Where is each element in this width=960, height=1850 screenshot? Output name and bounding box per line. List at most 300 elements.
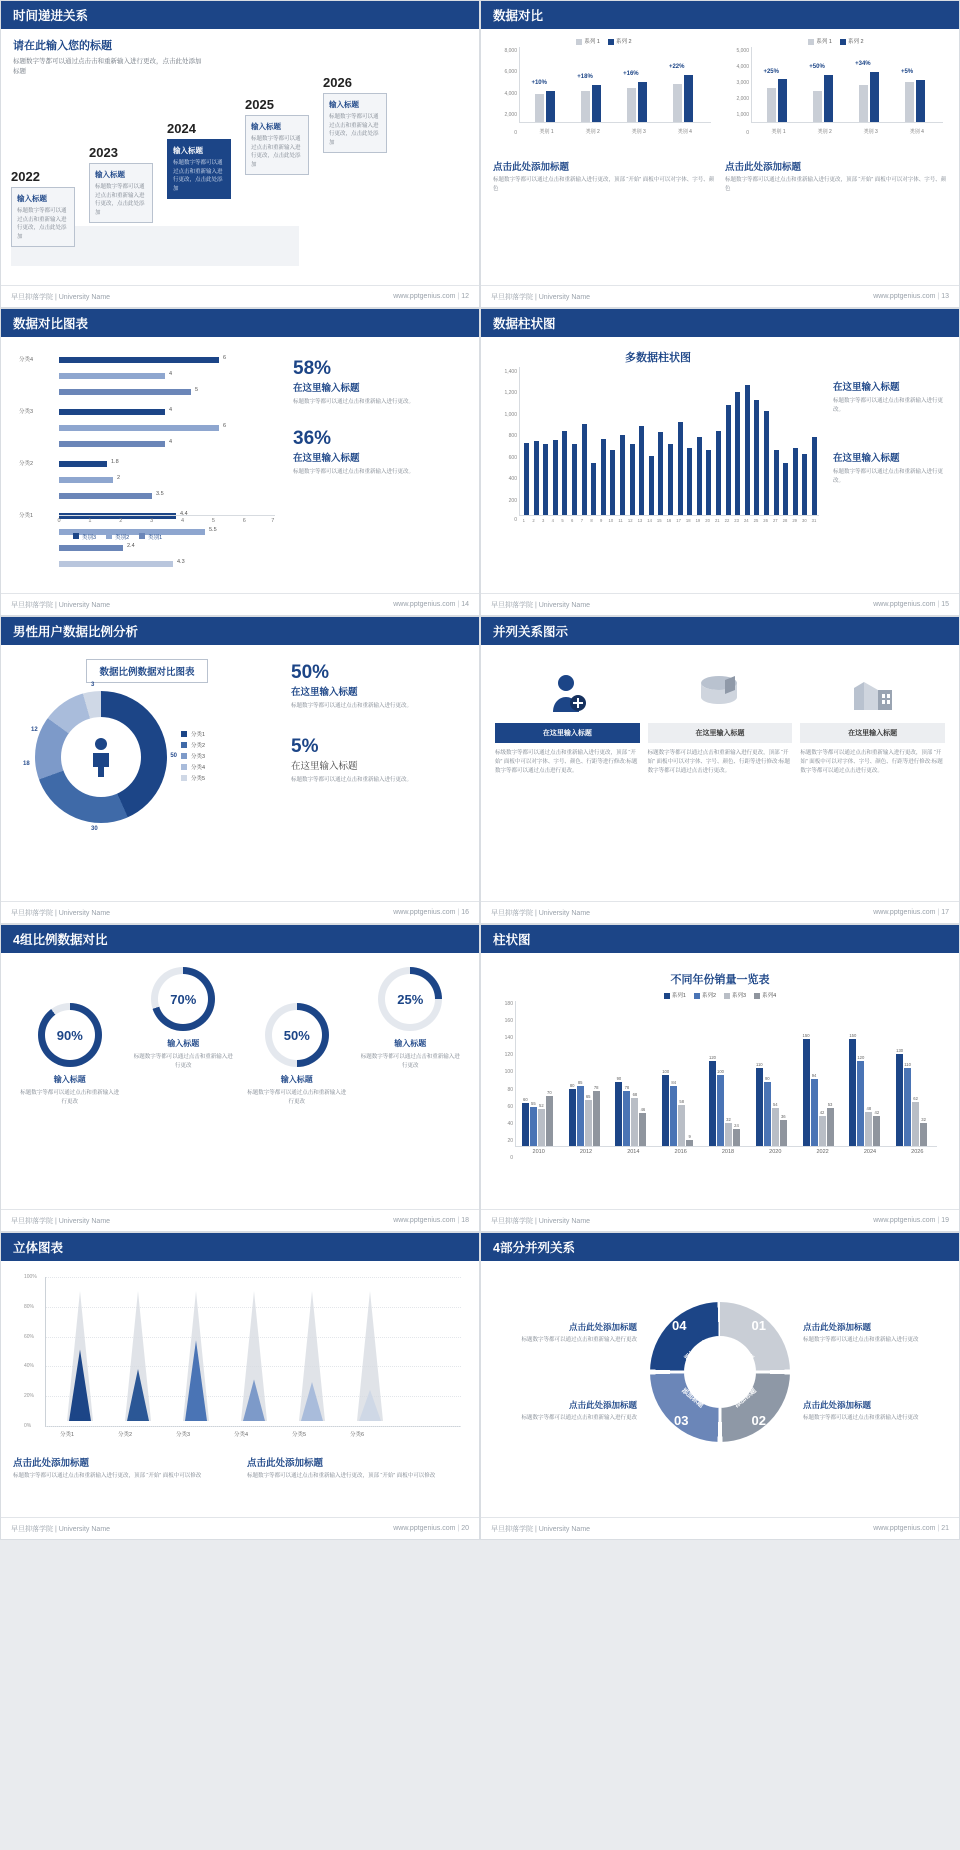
x-tick: 分类1 xyxy=(60,1432,75,1438)
timeline-step-2026[interactable] xyxy=(323,75,387,153)
x-tick: 21 xyxy=(714,518,720,523)
legend-item: 系列 2 xyxy=(840,37,864,45)
footer xyxy=(1,1517,479,1539)
segment-label: 添加标题 xyxy=(683,1340,708,1363)
legend-item: 分类4 xyxy=(181,763,205,771)
segmented-circle xyxy=(643,1302,797,1442)
bar xyxy=(733,1129,740,1146)
y-tick: 100 xyxy=(504,1069,513,1076)
stats-column xyxy=(281,345,467,545)
step-box[interactable] xyxy=(245,115,309,175)
footer-left: 早旦抑落学院 | University Name xyxy=(11,1217,111,1225)
bar-value: 53 xyxy=(827,1102,833,1108)
stat-percent: 58% xyxy=(293,358,332,379)
timeline-step-2024[interactable] xyxy=(167,121,231,199)
segment-number: 02 xyxy=(751,1413,766,1428)
footer-sep: | xyxy=(937,1525,940,1532)
step-year: 2024 xyxy=(167,121,196,136)
slide-12[interactable] xyxy=(0,0,480,308)
x-tick: 2024 xyxy=(863,1149,877,1155)
bar xyxy=(631,1098,638,1146)
footer xyxy=(481,901,959,923)
bar xyxy=(764,1082,771,1146)
step-box[interactable] xyxy=(323,93,387,153)
chart-plot-area xyxy=(493,47,715,137)
step-title: 输入标题 xyxy=(251,122,281,131)
text-block-3 xyxy=(803,1321,947,1345)
bar xyxy=(904,1068,911,1146)
bar xyxy=(780,1120,787,1146)
bar-group xyxy=(615,1076,646,1146)
footer-left: 早旦抑落学院 | University Name xyxy=(491,601,591,609)
x-tick: 6 xyxy=(571,518,574,523)
footer-site: www.pptgenius.com xyxy=(873,1217,936,1224)
footer xyxy=(481,285,959,307)
bar-value: 90 xyxy=(616,1076,622,1081)
stat-desc: 标题数字等都可以通过点击和重新输入进行更改。 xyxy=(293,468,415,475)
x-tick: 16 xyxy=(666,518,672,523)
ring-item-4[interactable] xyxy=(360,967,460,1107)
bar xyxy=(670,1086,677,1146)
footer xyxy=(1,285,479,307)
slide-header: 男性用户数据比例分析 xyxy=(1,617,479,645)
slide-14[interactable] xyxy=(0,308,480,616)
footer-site: www.pptgenius.com xyxy=(393,601,456,608)
bar xyxy=(687,448,692,515)
bar-value: 85 xyxy=(577,1079,583,1085)
slide-body xyxy=(1,29,479,284)
caption-title: 点击此处添加标题 xyxy=(13,1458,90,1469)
stat-block xyxy=(291,737,467,785)
chart-legend xyxy=(493,991,947,999)
cone-bar xyxy=(234,1273,274,1426)
legend-item: 系列 1 xyxy=(576,37,600,45)
donut-value: 12 xyxy=(31,727,38,733)
segment-number: 04 xyxy=(672,1318,687,1333)
footer-left: 早旦抑落学院 | University Name xyxy=(491,909,591,917)
bar xyxy=(678,422,683,515)
y-axis: 5,000 4,000 3,000 2,000 1,000 0 xyxy=(736,47,749,137)
footer xyxy=(481,1517,959,1539)
bar-value: 32 xyxy=(921,1117,926,1123)
chart-title: 多数据柱状图 xyxy=(625,352,691,364)
bar-value: 130 xyxy=(896,1047,904,1053)
bar xyxy=(649,456,654,515)
step-box[interactable] xyxy=(89,163,153,223)
footer xyxy=(1,1209,479,1231)
footer-left: 早旦抑落学院 | University Name xyxy=(491,1525,591,1533)
x-tick: 5 xyxy=(561,518,564,523)
segment-label: 添加标题 xyxy=(680,1387,705,1410)
bar xyxy=(706,450,711,515)
step-year: 2023 xyxy=(89,145,118,160)
y-tick: 160 xyxy=(504,1018,513,1025)
step-desc: 标题数字等都可以通过点击和重新输入进行更改，点击此处添加 xyxy=(17,208,67,240)
footer-right xyxy=(873,909,949,916)
bar-value: 120 xyxy=(857,1054,865,1060)
caption-desc: 标题数字等都可以通过点击和重新输入进行更改。 xyxy=(833,398,944,413)
bars: 分类4 6 4 5 分类3 4 6 4 分类2 1.8 2 3.5 分类1 4.4 5.5 2.4 4.3 xyxy=(19,355,227,565)
item-title: 点击此处添加标题 xyxy=(803,1322,872,1333)
item-2[interactable] xyxy=(648,667,793,775)
segment-number: 01 xyxy=(751,1318,766,1333)
chart-plot-area xyxy=(493,367,823,532)
footer-site: www.pptgenius.com xyxy=(873,601,936,608)
x-tick: 19 xyxy=(695,518,701,523)
bar xyxy=(783,463,788,515)
footer-site: www.pptgenius.com xyxy=(393,1525,456,1532)
step-desc: 标题数字等都可以通过点击和重新输入进行更改，点击此处添加 xyxy=(329,114,379,146)
y-tick: 20 xyxy=(507,1137,513,1144)
slide-header: 立体图表 xyxy=(1,1233,479,1261)
ring-item-1[interactable] xyxy=(20,1003,120,1107)
footer-page: 13 xyxy=(941,293,949,300)
bar xyxy=(639,1113,646,1146)
user-add-icon xyxy=(495,667,640,719)
annotation: +10% xyxy=(531,80,547,86)
footer-site: www.pptgenius.com xyxy=(873,1525,936,1532)
bar xyxy=(754,400,759,515)
bar-group xyxy=(522,1090,553,1146)
bar xyxy=(572,444,577,515)
bar-group xyxy=(896,1047,927,1146)
ring-title: 输入标题 xyxy=(280,1075,313,1084)
person-icon xyxy=(88,737,114,777)
bar-group xyxy=(755,1061,787,1146)
slide-body xyxy=(481,953,959,1208)
timeline-step-2022[interactable] xyxy=(11,169,75,247)
annotation: +22% xyxy=(668,64,685,70)
step-title: 输入标题 xyxy=(329,100,359,109)
bar xyxy=(582,424,587,515)
bar xyxy=(803,1039,810,1146)
donut-value: 18 xyxy=(23,761,30,767)
slide-19[interactable] xyxy=(480,924,960,1232)
bar-value: 84 xyxy=(671,1080,677,1086)
text-block-4 xyxy=(803,1399,947,1423)
footer-right xyxy=(393,1525,469,1532)
bar-value: 150 xyxy=(802,1033,810,1039)
footer-sep: | xyxy=(457,1525,460,1532)
slide-20[interactable] xyxy=(0,1232,480,1540)
bar xyxy=(774,450,779,515)
stat-desc: 标题数字等都可以通过点击和重新输入进行更改。 xyxy=(293,399,415,405)
slide-body xyxy=(1,645,479,900)
donut-value: 3 xyxy=(91,682,95,688)
x-tick: 25 xyxy=(753,518,759,523)
footer-site: www.pptgenius.com xyxy=(393,293,456,300)
legend-item: 类别1 xyxy=(139,533,162,541)
x-tick: 分类2 xyxy=(118,1432,133,1438)
footer xyxy=(481,1209,959,1231)
bar xyxy=(686,1140,693,1146)
item-desc: 标题数字等都可以通过点击和重新输入进行更改 xyxy=(803,1415,919,1421)
ring-desc: 标题数字等都可以通过点击和重新输入进行更改 xyxy=(360,1054,460,1069)
footer-left: 早旦抑落学院 | University Name xyxy=(491,1217,591,1225)
footer-right xyxy=(393,293,469,300)
bar xyxy=(819,1116,826,1146)
legend-item: 分类5 xyxy=(181,774,205,782)
step-title: 输入标题 xyxy=(17,194,47,203)
y-tick: 40% xyxy=(24,1363,35,1370)
bar-group xyxy=(569,1079,600,1146)
caption-block xyxy=(833,450,947,485)
bar-value: 78 xyxy=(624,1084,630,1090)
footer-left: 早旦抑落学院 | University Name xyxy=(11,1525,111,1533)
x-tick: 1 xyxy=(522,518,525,523)
stat-block xyxy=(293,359,467,407)
x-tick: 8 xyxy=(590,518,593,523)
footer-right xyxy=(873,1525,949,1532)
bar xyxy=(620,435,625,515)
donut-center xyxy=(61,717,141,797)
bar xyxy=(717,1075,724,1146)
stat-title: 在这里输入标题 xyxy=(291,760,358,772)
x-axis: 0 1 2 3 4 5 6 7 xyxy=(59,515,275,525)
bar xyxy=(793,448,798,515)
bar xyxy=(591,463,596,515)
timeline-step-2023[interactable] xyxy=(89,145,153,223)
page-title: 请在此输入您的标题 xyxy=(13,40,112,52)
bar xyxy=(662,1075,669,1146)
slide-header: 数据柱状图 xyxy=(481,309,959,337)
bar xyxy=(623,1091,630,1146)
bar xyxy=(678,1105,685,1146)
slide-header: 时间递进关系 xyxy=(1,1,479,29)
slide-body xyxy=(1,953,479,1208)
progress-ring xyxy=(38,1003,102,1067)
bar xyxy=(873,1116,880,1146)
y-tick: 100% xyxy=(24,1274,37,1280)
bar xyxy=(896,1054,903,1146)
column-chart xyxy=(493,345,823,532)
stat-percent: 5% xyxy=(291,735,319,757)
stat-desc: 标题数字等都可以通过点击和重新输入进行更改。 xyxy=(291,776,413,783)
bar-group xyxy=(709,1054,740,1146)
footer-right xyxy=(873,293,949,300)
segment-label: 添加标题 xyxy=(730,1340,755,1363)
cone-bar xyxy=(60,1273,100,1426)
caption-desc: 标题数字等都可以通过点击和重新输入进行更改，顶部 “开始” 面板中可以修改 xyxy=(247,1473,436,1479)
bar xyxy=(697,437,702,515)
bar-value: 42 xyxy=(819,1110,825,1116)
x-tick: 4 xyxy=(551,518,555,523)
legend-item: 系列3 xyxy=(724,991,746,999)
slide-body xyxy=(1,1261,479,1516)
slide-header: 4部分并列关系 xyxy=(481,1233,959,1261)
footer-page: 16 xyxy=(461,909,469,916)
y-tick: 20% xyxy=(24,1393,35,1400)
footer-page: 19 xyxy=(941,1217,949,1224)
slide-16[interactable] xyxy=(0,616,480,924)
footer-page: 12 xyxy=(461,293,469,300)
bar-value: 48 xyxy=(866,1105,872,1111)
segment-number: 03 xyxy=(674,1413,689,1428)
plot xyxy=(519,367,819,516)
bar-group xyxy=(802,1033,834,1146)
x-tick: 14 xyxy=(647,518,652,523)
database-icon xyxy=(648,667,793,719)
slide-header: 柱状图 xyxy=(481,925,959,953)
slide-21[interactable] xyxy=(480,1232,960,1540)
legend-item: 系列2 xyxy=(694,991,716,999)
slide-body xyxy=(481,1261,959,1516)
plot xyxy=(515,1001,937,1147)
y-tick: 0 xyxy=(510,1154,513,1161)
item-3[interactable] xyxy=(800,667,945,775)
x-tick: 2020 xyxy=(769,1149,782,1155)
x-tick: 分类3 xyxy=(176,1432,191,1438)
footer-sep: | xyxy=(457,909,460,916)
bar xyxy=(827,1108,834,1146)
footer xyxy=(481,593,959,615)
chart-legend xyxy=(73,533,162,541)
x-tick: 2018 xyxy=(721,1149,735,1155)
bar-group xyxy=(849,1033,880,1146)
bar-value: 110 xyxy=(755,1061,763,1067)
bar xyxy=(920,1123,927,1146)
x-tick: 分类4 xyxy=(234,1432,249,1438)
slide-13[interactable] xyxy=(480,0,960,308)
bar-value: 60 xyxy=(523,1097,528,1103)
footer-right xyxy=(393,1217,469,1224)
legend-item: 分类2 xyxy=(181,741,205,749)
slide-body xyxy=(481,645,959,900)
chart-left xyxy=(493,37,715,193)
bar-value: 55 xyxy=(531,1100,536,1106)
footer-sep: | xyxy=(457,601,460,608)
x-tick: 23 xyxy=(734,518,739,523)
step-box[interactable] xyxy=(167,139,231,199)
slide-15[interactable] xyxy=(480,308,960,616)
annotation: +25% xyxy=(763,69,779,75)
ring-item-3[interactable] xyxy=(247,1003,347,1107)
caption-desc: 标题数字等都可以通过点击和重新输入进行更改。 xyxy=(833,469,944,484)
caption-desc: 标题数字等都可以通过点击和重新输入进行更改，顶部 “开始” 面板中可以对字体、字号、颜色 xyxy=(493,177,715,192)
stat-percent: 36% xyxy=(293,427,332,449)
x-tick: 2022 xyxy=(816,1149,829,1155)
bar-value: 65 xyxy=(585,1093,591,1099)
footer-left: 早旦抑落学院 | University Name xyxy=(491,293,591,301)
caption-desc: 标题数字等都可以通过点击和重新输入进行更改，顶部 “开始” 面板中可以修改 xyxy=(13,1473,202,1479)
bar xyxy=(802,454,807,515)
y-tick: 140 xyxy=(504,1035,513,1042)
item-pill[interactable]: 在这里输入标题 xyxy=(800,723,945,743)
caption-title: 点击此处添加标题 xyxy=(725,162,802,173)
item-pill[interactable]: 在这里输入标题 xyxy=(495,723,640,743)
x-tick: 分类6 xyxy=(350,1432,365,1438)
x-axis xyxy=(515,1149,941,1161)
footer-page: 15 xyxy=(941,601,949,608)
x-tick: 24 xyxy=(743,518,749,523)
bar xyxy=(530,1107,537,1146)
step-desc: 标题数字等都可以通过点击和重新输入进行更改，点击此处添加 xyxy=(173,160,223,192)
slide-body xyxy=(481,337,959,592)
footer-page: 21 xyxy=(941,1525,949,1532)
x-tick: 18 xyxy=(685,518,691,523)
x-tick: 2012 xyxy=(579,1149,593,1155)
bar xyxy=(912,1102,919,1146)
bar-value: 62 xyxy=(913,1095,918,1101)
item-pill[interactable]: 在这里输入标题 xyxy=(648,723,793,743)
slide-body xyxy=(481,29,959,284)
annotation: +5% xyxy=(900,69,914,75)
bar xyxy=(630,444,635,516)
bar xyxy=(585,1100,592,1146)
caption-right xyxy=(247,1455,467,1481)
ring-item-2[interactable] xyxy=(133,967,233,1107)
bar xyxy=(639,426,644,515)
footer-left: 早旦抑落学院 | University Name xyxy=(11,909,111,917)
footer-right xyxy=(393,601,469,608)
x-tick: 15 xyxy=(656,518,662,523)
x-tick: 2026 xyxy=(911,1149,924,1155)
footer-left: 早旦抑落学院 | University Name xyxy=(11,601,111,609)
annotation: +18% xyxy=(577,74,593,80)
footer-left: 早旦抑落学院 | University Name xyxy=(11,293,111,301)
x-tick: 17 xyxy=(676,518,681,523)
item-desc: 标题数字等都可以通过点击和重新输入进行更改，顶部 “开始” 面板中可以对字体、字号、颜色、行距等进行修改:标题数字等都可以通过点击进行更改。 xyxy=(647,750,791,774)
chart-plot-area xyxy=(725,47,947,137)
ring-percent: 50% xyxy=(272,1010,322,1060)
bar-value: 54 xyxy=(772,1101,778,1107)
text-block-1 xyxy=(493,1321,637,1345)
bar-value: 150 xyxy=(849,1033,857,1039)
annotation: +34% xyxy=(855,61,871,67)
cone-bar xyxy=(118,1273,158,1426)
step-box[interactable] xyxy=(11,187,75,247)
footer-page: 14 xyxy=(461,601,469,608)
bar-value: 70 xyxy=(547,1090,552,1096)
bar-value: 100 xyxy=(717,1068,724,1074)
annotation: +16% xyxy=(623,71,639,77)
bar xyxy=(593,1091,600,1146)
footer-right xyxy=(873,1217,949,1224)
ring-desc: 标题数字等都可以通过点击和重新输入进行更改 xyxy=(133,1054,233,1069)
y-tick: 120 xyxy=(504,1052,513,1059)
stat-percent: 50% xyxy=(291,662,330,683)
bar xyxy=(522,1103,529,1146)
caption-title: 点击此处添加标题 xyxy=(493,162,570,173)
bar-value: 78 xyxy=(593,1084,599,1090)
slide-17[interactable] xyxy=(480,616,960,924)
slide-header: 数据对比图表 xyxy=(1,309,479,337)
legend-item: 系列 1 xyxy=(808,37,832,45)
item-desc: 标题数字等都可以通过点击和重新输入进行更改，顶部 “开始” 面板中可以对字体、字号、颜色、行距等进行修改:标题数字等都可以通过点击进行更改。 xyxy=(800,750,943,774)
y-tick: 180 xyxy=(504,1001,513,1008)
x-tick: 分类5 xyxy=(292,1432,307,1438)
item-desc: 标题数字等都可以通过点击和重新输入进行更改 xyxy=(521,1337,637,1344)
x-tick: 22 xyxy=(724,518,730,523)
x-tick: 28 xyxy=(782,518,788,523)
timeline-step-2025[interactable] xyxy=(245,97,309,175)
caption-left xyxy=(13,1455,233,1481)
ring-title: 输入标题 xyxy=(53,1075,86,1084)
footer-site: www.pptgenius.com xyxy=(873,293,936,300)
bar xyxy=(538,1109,545,1146)
item-1[interactable] xyxy=(495,667,640,775)
caption-block xyxy=(833,379,947,414)
caption-desc: 标题数字等都可以通过点击和重新输入进行更改，顶部 “开始” 面板中可以对字体、字号、颜色 xyxy=(725,177,947,192)
x-tick: 13 xyxy=(637,518,643,523)
stat-title: 在这里输入标题 xyxy=(291,687,358,698)
timeline-steps xyxy=(11,75,469,259)
bar-value: 36 xyxy=(780,1114,786,1120)
gridline xyxy=(46,1426,461,1427)
x-tick: 29 xyxy=(792,518,797,523)
chart-title: 数据比例数据对比图表 xyxy=(86,659,207,683)
slide-18[interactable] xyxy=(0,924,480,1232)
